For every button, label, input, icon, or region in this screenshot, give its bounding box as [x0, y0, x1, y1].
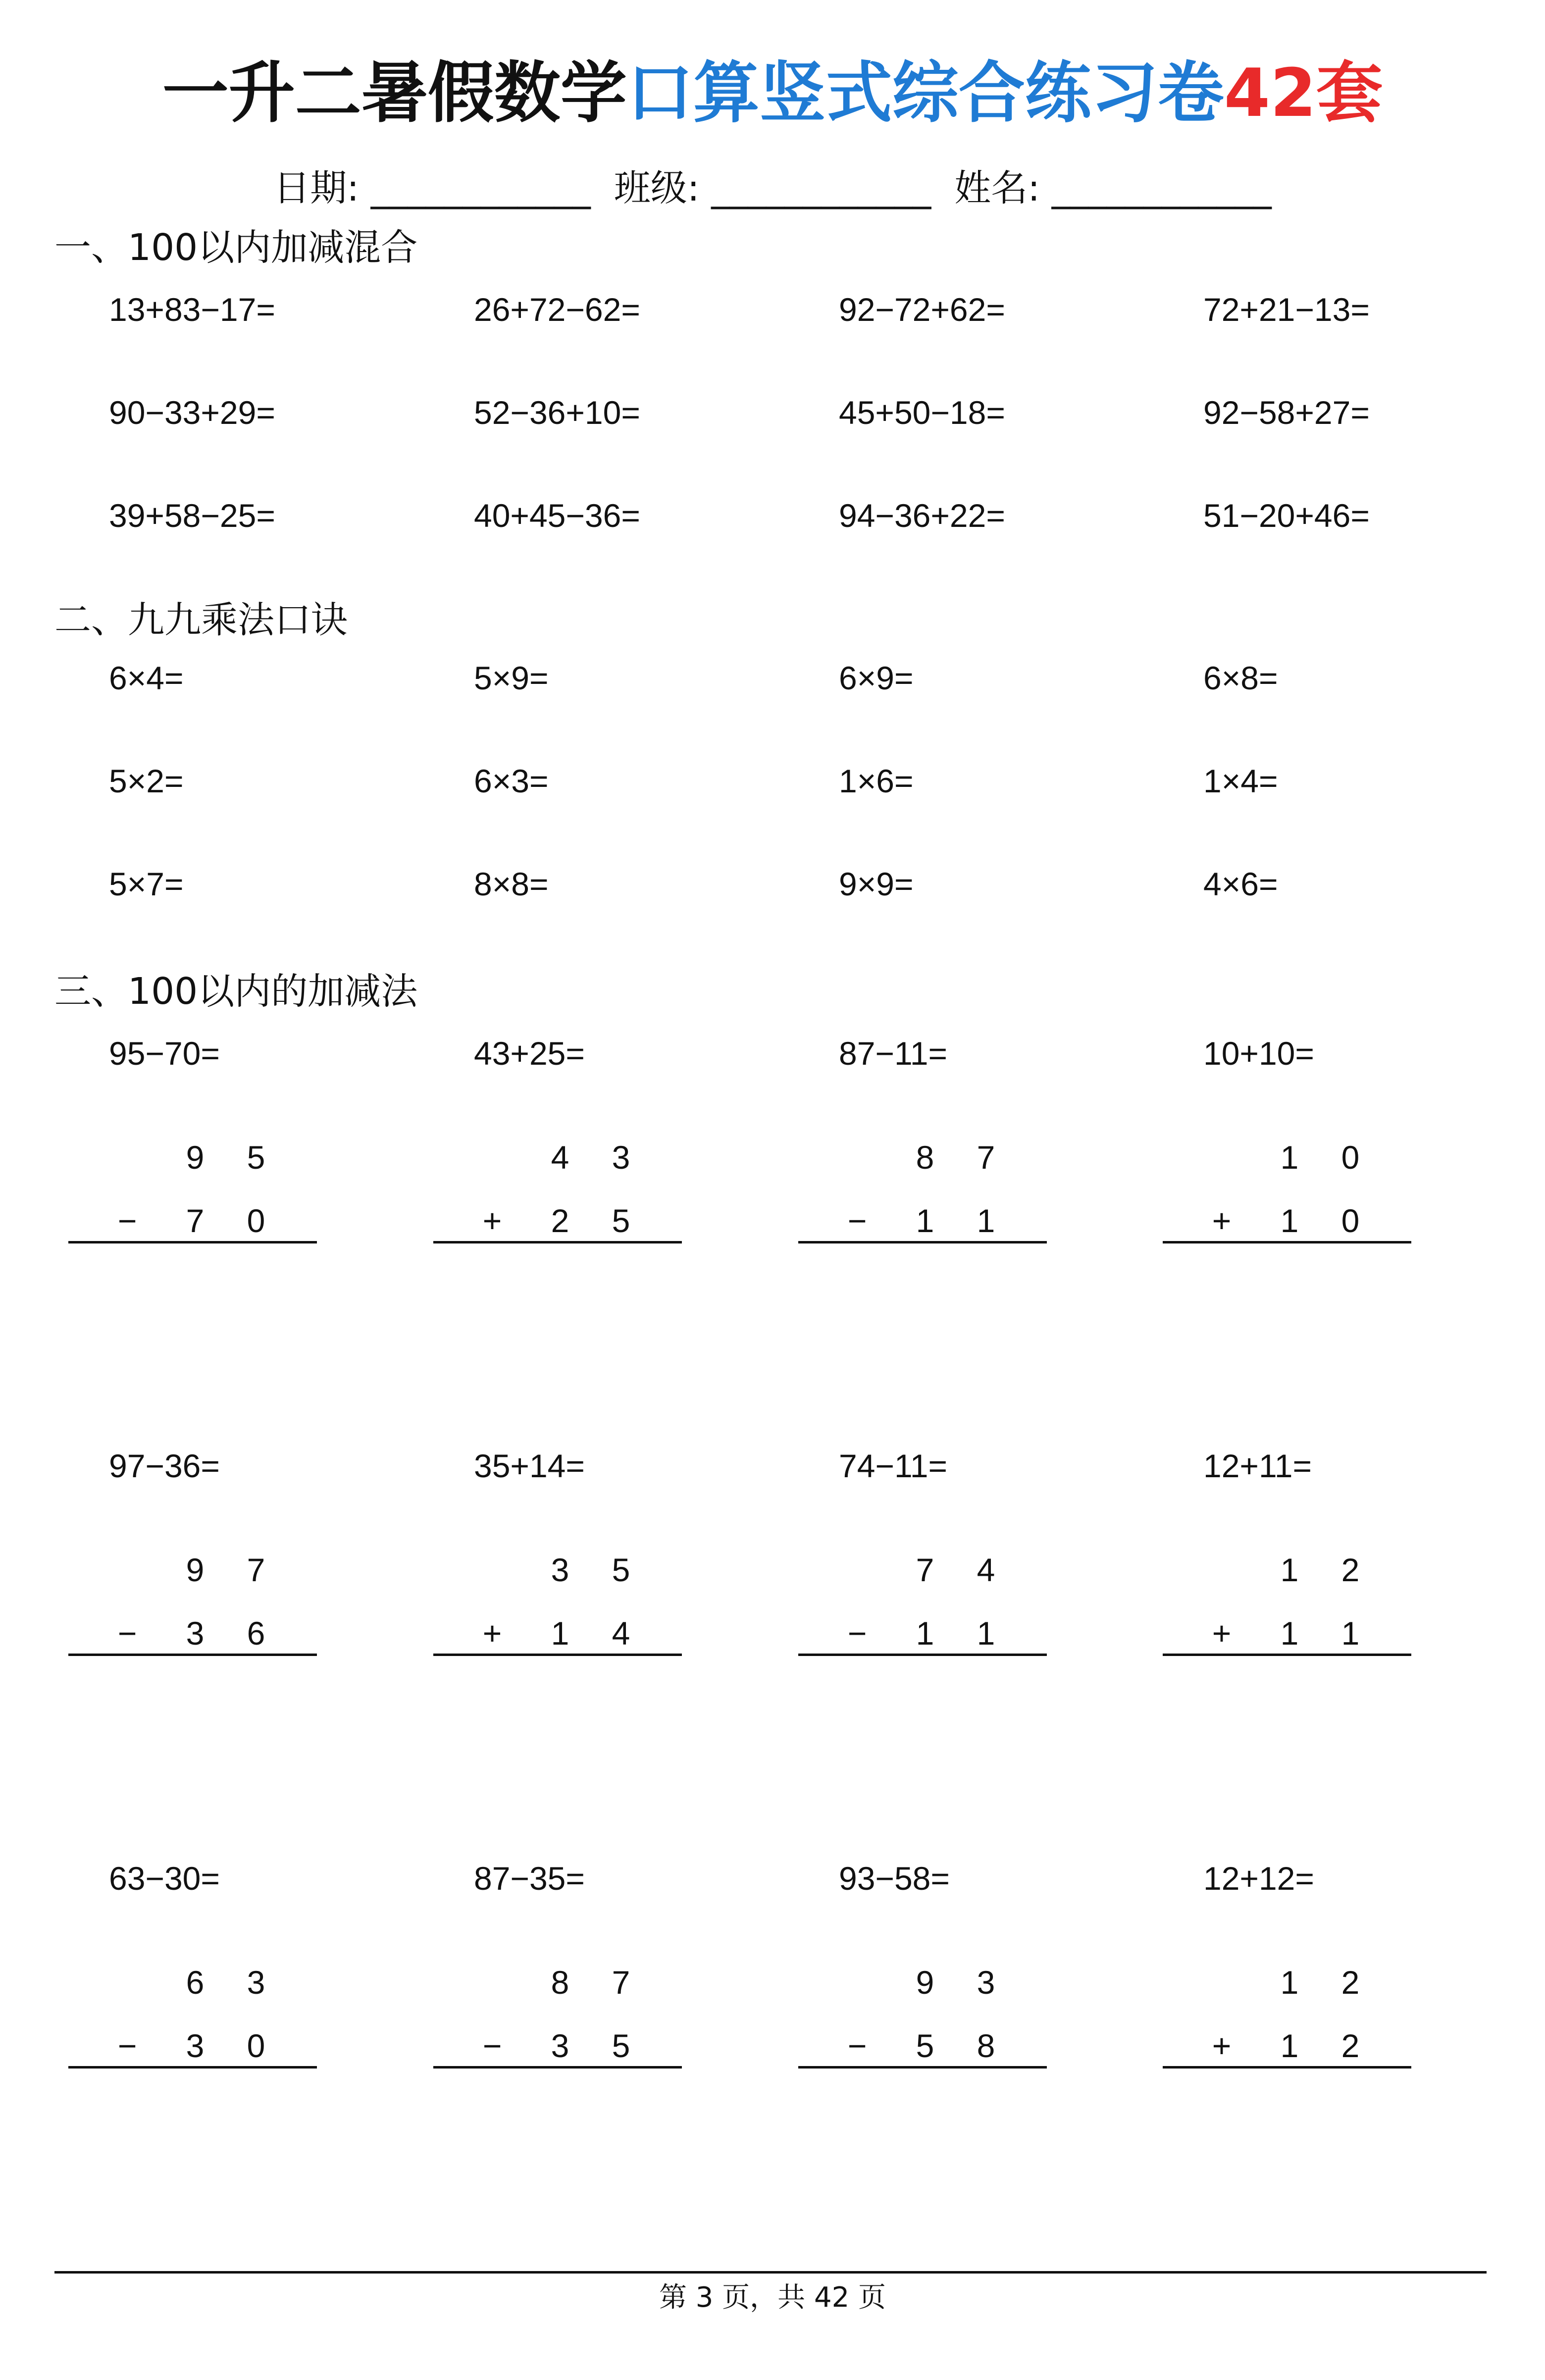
operator-sign: −: [847, 1615, 867, 1652]
bottom-tens-digit: 1: [1280, 1202, 1299, 1239]
mixed-problem-12: 51−20+46=: [1203, 497, 1370, 534]
answer-line: [1163, 1654, 1411, 1656]
top-ones-digit: 2: [1341, 1552, 1360, 1588]
vertical-problem-expression: 87−35=: [474, 1860, 585, 1897]
bottom-tens-digit: 7: [186, 1202, 205, 1239]
mixed-problem-11: 94−36+22=: [839, 497, 1005, 534]
answer-line: [68, 1241, 317, 1243]
student-info-line: 日期: ____________ 班级: ____________ 姓名: ____________: [273, 167, 1272, 209]
answer-line: [798, 2066, 1047, 2069]
bottom-ones-digit: 2: [1341, 2027, 1360, 2064]
operator-sign: +: [1212, 1202, 1232, 1239]
top-tens-digit: 6: [186, 1964, 205, 2001]
mixed-problem-1: 13+83−17=: [109, 291, 275, 328]
title-part-topic: 口算竖式综合练习卷: [626, 54, 1224, 132]
top-tens-digit: 1: [1280, 1552, 1299, 1588]
operator-sign: +: [482, 1202, 502, 1239]
multiplication-problem-12: 4×6=: [1203, 866, 1278, 902]
bottom-tens-digit: 5: [916, 2027, 934, 2064]
multiplication-problem-6: 6×3=: [474, 763, 549, 799]
operator-sign: −: [117, 2027, 137, 2064]
vertical-problem-expression: 93−58=: [839, 1860, 950, 1897]
bottom-tens-digit: 1: [1280, 1615, 1299, 1652]
mixed-problem-10: 40+45−36=: [474, 497, 640, 534]
bottom-tens-digit: 1: [916, 1202, 934, 1239]
title-part-count: 42套: [1224, 54, 1383, 132]
bottom-tens-digit: 1: [1280, 2027, 1299, 2064]
top-tens-digit: 8: [551, 1964, 569, 2001]
vertical-problem-expression: 95−70=: [109, 1035, 220, 1072]
multiplication-problem-7: 1×6=: [839, 763, 914, 799]
mixed-problem-4: 72+21−13=: [1203, 291, 1370, 328]
operator-sign: +: [1212, 1615, 1232, 1652]
section-1-title: 一、100以内加减混合: [54, 226, 418, 269]
mixed-problem-3: 92−72+62=: [839, 291, 1005, 328]
top-tens-digit: 7: [916, 1552, 934, 1588]
answer-line: [1163, 2066, 1411, 2069]
bottom-ones-digit: 6: [247, 1615, 265, 1652]
top-ones-digit: 2: [1341, 1964, 1360, 2001]
footer-divider: [54, 2271, 1487, 2274]
page-footer: 第 3 页，共 42 页: [659, 2281, 886, 2314]
operator-sign: −: [117, 1615, 137, 1652]
top-ones-digit: 0: [1341, 1139, 1360, 1176]
bottom-tens-digit: 3: [186, 2027, 205, 2064]
mixed-problem-6: 52−36+10=: [474, 394, 640, 431]
vertical-problem-expression: 10+10=: [1203, 1035, 1314, 1072]
section-3-title: 三、100以内的加减法: [54, 970, 418, 1013]
top-tens-digit: 4: [551, 1139, 569, 1176]
top-tens-digit: 9: [186, 1139, 205, 1176]
multiplication-problem-9: 5×7=: [109, 866, 184, 902]
answer-line: [433, 1241, 682, 1243]
top-tens-digit: 1: [1280, 1964, 1299, 2001]
vertical-problem-expression: 35+14=: [474, 1448, 585, 1484]
mixed-problem-7: 45+50−18=: [839, 394, 1005, 431]
section-2-title: 二、九九乘法口诀: [54, 599, 348, 641]
top-ones-digit: 7: [247, 1552, 265, 1588]
bottom-tens-digit: 3: [186, 1615, 205, 1652]
top-tens-digit: 8: [916, 1139, 934, 1176]
bottom-ones-digit: 0: [247, 2027, 265, 2064]
vertical-problem-expression: 63−30=: [109, 1860, 220, 1897]
multiplication-problem-2: 5×9=: [474, 660, 549, 696]
top-ones-digit: 7: [612, 1964, 630, 2001]
top-ones-digit: 5: [612, 1552, 630, 1588]
operator-sign: +: [1212, 2027, 1232, 2064]
answer-line: [433, 1654, 682, 1656]
top-ones-digit: 3: [977, 1964, 995, 2001]
multiplication-problem-8: 1×4=: [1203, 763, 1278, 799]
multiplication-problem-11: 9×9=: [839, 866, 914, 902]
vertical-problem-expression: 12+11=: [1203, 1448, 1312, 1484]
title-part-grade: 一升二暑假数学: [162, 54, 627, 132]
operator-sign: −: [482, 2027, 502, 2064]
top-ones-digit: 3: [247, 1964, 265, 2001]
multiplication-problem-5: 5×2=: [109, 763, 184, 799]
answer-line: [68, 1654, 317, 1656]
operator-sign: −: [117, 1202, 137, 1239]
top-ones-digit: 7: [977, 1139, 995, 1176]
answer-line: [798, 1241, 1047, 1243]
vertical-problem-expression: 43+25=: [474, 1035, 585, 1072]
bottom-ones-digit: 0: [1341, 1202, 1360, 1239]
multiplication-problem-1: 6×4=: [109, 660, 184, 696]
multiplication-problem-3: 6×9=: [839, 660, 914, 696]
bottom-tens-digit: 1: [551, 1615, 569, 1652]
multiplication-problem-10: 8×8=: [474, 866, 549, 902]
vertical-problem-expression: 74−11=: [839, 1448, 948, 1484]
vertical-problem-expression: 12+12=: [1203, 1860, 1314, 1897]
answer-line: [1163, 1241, 1411, 1243]
answer-line: [433, 2066, 682, 2069]
bottom-ones-digit: 5: [612, 1202, 630, 1239]
top-tens-digit: 9: [186, 1552, 205, 1588]
vertical-problem-expression: 97−36=: [109, 1448, 220, 1484]
vertical-problem-expression: 87−11=: [839, 1035, 948, 1072]
bottom-tens-digit: 3: [551, 2027, 569, 2064]
bottom-tens-digit: 2: [551, 1202, 569, 1239]
operator-sign: +: [482, 1615, 502, 1652]
bottom-ones-digit: 8: [977, 2027, 995, 2064]
mixed-problem-2: 26+72−62=: [474, 291, 640, 328]
top-ones-digit: 5: [247, 1139, 265, 1176]
worksheet-title: [0, 53, 1545, 133]
top-ones-digit: 3: [612, 1139, 630, 1176]
mixed-problem-9: 39+58−25=: [109, 497, 275, 534]
operator-sign: −: [847, 1202, 867, 1239]
mixed-problem-8: 92−58+27=: [1203, 394, 1370, 431]
top-tens-digit: 3: [551, 1552, 569, 1588]
operator-sign: −: [847, 2027, 867, 2064]
bottom-tens-digit: 1: [916, 1615, 934, 1652]
multiplication-problem-4: 6×8=: [1203, 660, 1278, 696]
answer-line: [798, 1654, 1047, 1656]
answer-line: [68, 2066, 317, 2069]
bottom-ones-digit: 4: [612, 1615, 630, 1652]
top-ones-digit: 4: [977, 1552, 995, 1588]
bottom-ones-digit: 1: [1341, 1615, 1360, 1652]
top-tens-digit: 9: [916, 1964, 934, 2001]
bottom-ones-digit: 1: [977, 1615, 995, 1652]
bottom-ones-digit: 1: [977, 1202, 995, 1239]
mixed-problem-5: 90−33+29=: [109, 394, 275, 431]
top-tens-digit: 1: [1280, 1139, 1299, 1176]
bottom-ones-digit: 0: [247, 1202, 265, 1239]
bottom-ones-digit: 5: [612, 2027, 630, 2064]
